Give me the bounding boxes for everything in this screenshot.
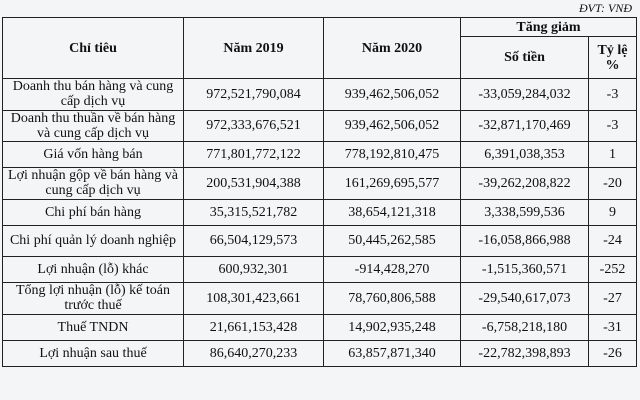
cell-amount: -32,871,170,469	[461, 110, 589, 142]
cell-amount: -22,782,398,893	[461, 340, 589, 366]
row-label: Thuế TNDN	[3, 314, 184, 340]
table-row	[3, 225, 637, 257]
cell-amount: 3,338,599,536	[461, 199, 589, 225]
cell-2020: 50,445,262,585	[324, 225, 461, 257]
cell-2019: 66,504,129,573	[184, 225, 324, 257]
header-year-2020: Năm 2020	[324, 18, 461, 79]
table-row	[3, 340, 637, 366]
cell-2019: 972,521,790,084	[184, 79, 324, 111]
cell-2019: 108,301,423,661	[184, 283, 324, 315]
cell-2020: 939,462,506,052	[324, 79, 461, 111]
financial-table	[2, 17, 637, 367]
cell-2019: 972,333,676,521	[184, 110, 324, 142]
cell-2019: 200,531,904,388	[184, 168, 324, 200]
cell-2019: 35,315,521,782	[184, 199, 324, 225]
row-label: Doanh thu thuần về bán hàng và cung cấp dịch vụ	[3, 110, 184, 142]
cell-amount: 6,391,038,353	[461, 142, 589, 168]
table-row	[3, 110, 637, 142]
cell-2020: -914,428,270	[324, 257, 461, 283]
cell-percent: -31	[589, 314, 637, 340]
table-row	[3, 199, 637, 225]
cell-amount: -1,515,360,571	[461, 257, 589, 283]
cell-percent: 9	[589, 199, 637, 225]
cell-percent: -26	[589, 340, 637, 366]
cell-percent: -24	[589, 225, 637, 257]
cell-2020: 78,760,806,588	[324, 283, 461, 315]
cell-2020: 161,269,695,577	[324, 168, 461, 200]
cell-percent: 1	[589, 142, 637, 168]
cell-percent: -252	[589, 257, 637, 283]
cell-amount: -6,758,218,180	[461, 314, 589, 340]
row-label: Lợi nhuận (lỗ) khác	[3, 257, 184, 283]
table-row	[3, 257, 637, 283]
cell-2020: 14,902,935,248	[324, 314, 461, 340]
cell-2020: 778,192,810,475	[324, 142, 461, 168]
row-label: Tổng lợi nhuận (lỗ) kế toán trước thuế	[3, 283, 184, 315]
cell-percent: -3	[589, 79, 637, 111]
cell-percent: -27	[589, 283, 637, 315]
table-row	[3, 142, 637, 168]
table-row	[3, 168, 637, 200]
table-row	[3, 314, 637, 340]
cell-2019: 86,640,270,233	[184, 340, 324, 366]
unit-note: ĐVT: VNĐ	[578, 1, 632, 15]
header-indicator: Chỉ tiêu	[3, 18, 184, 79]
cell-2019: 771,801,772,122	[184, 142, 324, 168]
row-label: Chi phí quản lý doanh nghiệp	[3, 225, 184, 257]
cell-2020: 939,462,506,052	[324, 110, 461, 142]
cell-amount: -39,262,208,822	[461, 168, 589, 200]
cell-2019: 600,932,301	[184, 257, 324, 283]
cell-amount: -29,540,617,073	[461, 283, 589, 315]
header-amount: Số tiền	[461, 37, 589, 79]
row-label: Doanh thu bán hàng và cung cấp dịch vụ	[3, 79, 184, 111]
cell-2019: 21,661,153,428	[184, 314, 324, 340]
row-label: Lợi nhuận sau thuế	[3, 340, 184, 366]
header-percent: Tỷ lệ %	[589, 37, 637, 79]
cell-2020: 63,857,871,340	[324, 340, 461, 366]
row-label: Giá vốn hàng bán	[3, 142, 184, 168]
table-row	[3, 79, 637, 111]
cell-amount: -33,059,284,032	[461, 79, 589, 111]
table-row	[3, 283, 637, 315]
cell-percent: -20	[589, 168, 637, 200]
cell-amount: -16,058,866,988	[461, 225, 589, 257]
header-change: Tăng giảm	[461, 18, 637, 37]
row-label: Lợi nhuận gộp về bán hàng và cung cấp dịch vụ	[3, 168, 184, 200]
row-label: Chi phí bán hàng	[3, 199, 184, 225]
header-year-2019: Năm 2019	[184, 18, 324, 79]
cell-percent: -3	[589, 110, 637, 142]
cell-2020: 38,654,121,318	[324, 199, 461, 225]
